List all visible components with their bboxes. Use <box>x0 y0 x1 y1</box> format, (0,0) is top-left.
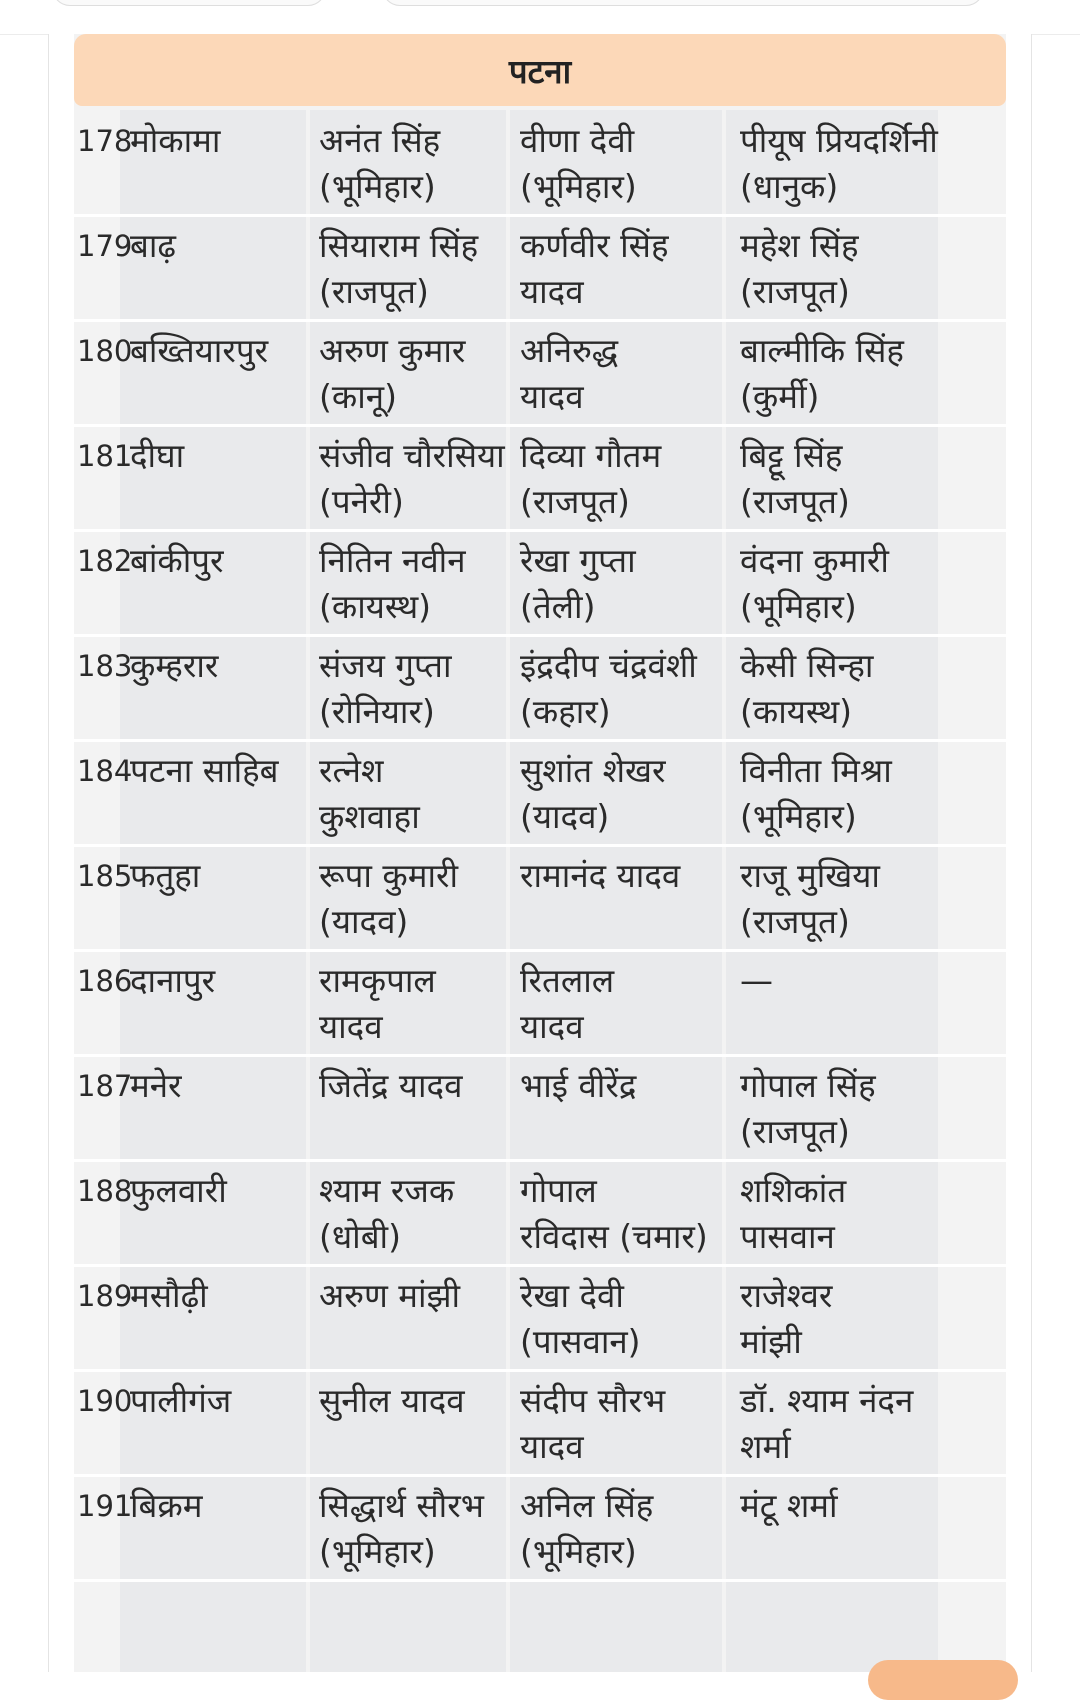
seat-name: बिक्रम <box>130 1486 203 1525</box>
seat-name: पालीगंज <box>130 1381 232 1420</box>
candidate-name: महेश सिंह <box>740 226 859 265</box>
candidate-2-cell <box>520 853 680 899</box>
candidate-2-cell <box>520 538 636 630</box>
seat-number: 183 <box>77 649 133 683</box>
candidate-name: सुशांत शेखर <box>520 751 666 790</box>
candidate-name: गोपाल सिंह <box>740 1066 876 1105</box>
candidate-3-cell <box>740 1168 846 1260</box>
seat-name: दानापुर <box>130 961 216 1000</box>
seat-number: 184 <box>77 754 133 788</box>
candidate-1-cell <box>319 1483 484 1575</box>
candidate-3-cell <box>740 748 892 840</box>
candidate-caste: यादव <box>319 1007 383 1046</box>
candidate-1-cell <box>319 433 505 525</box>
candidate-caste: पासवान <box>740 1217 835 1256</box>
seat-number: 185 <box>77 859 133 893</box>
candidate-name: सिद्धार्थ सौरभ <box>319 1486 484 1525</box>
candidate-3-cell <box>740 853 880 945</box>
candidate-caste: (भूमिहार) <box>319 167 436 206</box>
candidate-caste: (यादव) <box>319 902 409 941</box>
candidate-caste: (राजपूत) <box>319 272 429 311</box>
seat-number: 182 <box>77 544 133 578</box>
candidate-name: जितेंद्र यादव <box>319 1066 463 1105</box>
table-row <box>74 1372 1006 1477</box>
candidate-1-cell <box>319 1063 462 1109</box>
candidate-2-cell <box>520 1273 641 1365</box>
constituency-table <box>74 34 1006 1672</box>
candidate-1-cell <box>319 538 466 630</box>
candidate-caste: (कहार) <box>520 692 611 731</box>
candidate-3-cell <box>740 1273 832 1365</box>
candidate-1-cell <box>319 958 436 1050</box>
candidate-name: डॉ. श्याम नंदन <box>740 1381 914 1420</box>
candidate-1-cell <box>319 1273 460 1319</box>
candidate-name: अनिल सिंह <box>520 1486 654 1525</box>
candidate-name: रितलाल <box>520 961 615 1000</box>
candidate-name: पीयूष प्रियदर्शिनी <box>740 121 938 160</box>
candidate-2-cell <box>520 433 661 525</box>
candidate-name: शशिकांत <box>740 1171 847 1210</box>
table-row <box>74 112 1006 217</box>
candidate-caste: (पासवान) <box>520 1322 641 1361</box>
candidate-2-cell <box>520 1483 653 1575</box>
candidate-name: राजू मुखिया <box>740 856 880 895</box>
candidate-1-cell <box>319 328 465 420</box>
candidate-name: रामानंद यादव <box>520 856 681 895</box>
candidate-caste: (राजपूत) <box>740 482 850 521</box>
candidate-name: भाई वीरेंद्र <box>520 1066 637 1105</box>
candidate-caste: (भूमिहार) <box>740 587 857 626</box>
candidate-2-cell <box>520 1168 708 1260</box>
candidate-2-cell <box>520 748 666 840</box>
seat-number: 181 <box>77 439 133 473</box>
seat-name: पटना साहिब <box>130 751 279 790</box>
candidate-name: राजेश्वर <box>740 1276 833 1315</box>
candidate-2-cell <box>520 118 637 210</box>
seat-number: 180 <box>77 334 133 368</box>
candidate-1-cell <box>319 118 440 210</box>
seat-name: बख्तियारपुर <box>130 331 269 370</box>
seat-number: 186 <box>77 964 133 998</box>
floating-button[interactable] <box>868 1660 1018 1700</box>
table-row <box>74 1477 1006 1582</box>
candidate-3-cell <box>740 1063 876 1155</box>
candidate-name: संदीप सौरभ <box>520 1381 666 1420</box>
candidate-3-cell <box>740 118 938 210</box>
candidate-caste: (भूमिहार) <box>520 167 637 206</box>
candidate-name: रामकृपाल <box>319 961 436 1000</box>
table-row <box>74 952 1006 1057</box>
seat-name: फुलवारी <box>130 1171 227 1210</box>
candidate-caste: (तेली) <box>520 587 596 626</box>
seat-name: मोकामा <box>130 121 221 160</box>
candidate-caste: (भूमिहार) <box>740 797 857 836</box>
candidate-caste: (धोबी) <box>319 1217 401 1256</box>
table-row <box>74 1267 1006 1372</box>
candidate-caste: (राजपूत) <box>740 902 850 941</box>
seat-name: बाढ़ <box>130 226 176 265</box>
table-row <box>74 637 1006 742</box>
row-divider <box>74 1579 1006 1582</box>
candidate-2-cell <box>520 643 697 735</box>
candidate-name: अरुण कुमार <box>319 331 466 370</box>
candidate-name: दिव्या गौतम <box>520 436 662 475</box>
candidate-1-cell <box>319 1168 454 1260</box>
candidate-1-cell <box>319 1378 465 1424</box>
candidate-3-cell <box>740 1483 838 1529</box>
candidate-3-cell <box>740 958 773 1004</box>
candidate-name: संजीव चौरसिया <box>319 436 505 475</box>
candidate-caste: (कायस्थ) <box>319 587 432 626</box>
candidate-caste: मांझी <box>740 1322 802 1361</box>
seat-number: 187 <box>77 1069 133 1103</box>
candidate-3-cell <box>740 328 904 420</box>
candidate-name: वीणा देवी <box>520 121 635 160</box>
candidate-caste: (कायस्थ) <box>740 692 853 731</box>
candidate-caste: (कानू) <box>319 377 397 416</box>
candidate-2-cell <box>520 958 614 1050</box>
seat-name: फतुहा <box>130 856 201 895</box>
seat-name: दीघा <box>130 436 185 475</box>
candidate-caste: (कुर्मी) <box>740 377 820 416</box>
candidate-caste: (राजपूत) <box>740 272 850 311</box>
candidate-caste: (भूमिहार) <box>520 1532 637 1571</box>
candidate-name: नितिन नवीन <box>319 541 466 580</box>
seat-number: 190 <box>77 1384 133 1418</box>
candidate-name: सियाराम सिंह <box>319 226 479 265</box>
table-row <box>74 1162 1006 1267</box>
top-tab-right[interactable] <box>382 0 984 6</box>
table-row <box>74 427 1006 532</box>
table-row <box>74 322 1006 427</box>
candidate-caste: यादव <box>520 1007 584 1046</box>
seat-number: 189 <box>77 1279 133 1313</box>
candidate-2-cell <box>520 223 668 315</box>
candidate-name: सुनील यादव <box>319 1381 465 1420</box>
candidate-name: इंद्रदीप चंद्रवंशी <box>520 646 697 685</box>
candidate-name: केसी सिन्हा <box>740 646 874 685</box>
table-row <box>74 1057 1006 1162</box>
candidate-name: अनिरुद्ध <box>520 331 619 370</box>
candidate-1-cell <box>319 748 420 840</box>
candidate-caste: (भूमिहार) <box>319 1532 436 1571</box>
candidate-name: बिट्टू सिंह <box>740 436 843 475</box>
candidate-name: श्याम रजक <box>319 1171 455 1210</box>
candidate-name: संजय गुप्ता <box>319 646 452 685</box>
candidate-3-cell <box>740 223 859 315</box>
seat-number: 179 <box>77 229 133 263</box>
candidate-name: रेखा देवी <box>520 1276 624 1315</box>
candidate-name: वंदना कुमारी <box>740 541 889 580</box>
top-tab-left[interactable] <box>52 0 326 6</box>
table-title: पटना <box>74 34 1006 106</box>
candidate-name: रूपा कुमारी <box>319 856 459 895</box>
candidate-caste: (धानुक) <box>740 167 839 206</box>
candidate-name: — <box>740 961 773 1000</box>
table-row <box>74 847 1006 952</box>
candidate-3-cell <box>740 538 889 630</box>
candidate-2-cell <box>520 1063 636 1109</box>
candidate-name: विनीता मिश्रा <box>740 751 892 790</box>
candidate-caste: यादव <box>520 377 584 416</box>
candidate-3-cell <box>740 433 850 525</box>
candidate-name: अरुण मांझी <box>319 1276 461 1315</box>
candidate-2-cell <box>520 1378 665 1470</box>
candidate-caste: यादव <box>520 272 584 311</box>
candidate-caste: (राजपूत) <box>740 1112 850 1151</box>
candidate-1-cell <box>319 643 452 735</box>
candidate-name: अनंत सिंह <box>319 121 441 160</box>
table-row <box>74 532 1006 637</box>
candidate-caste: (राजपूत) <box>520 482 630 521</box>
seat-number: 191 <box>77 1489 133 1523</box>
candidate-name: रेखा गुप्ता <box>520 541 636 580</box>
table-row <box>74 217 1006 322</box>
candidate-1-cell <box>319 853 458 945</box>
candidate-caste: रविदास (चमार) <box>520 1217 708 1256</box>
candidate-caste: यादव <box>520 1427 584 1466</box>
top-bar <box>0 0 1080 35</box>
candidate-3-cell <box>740 1378 913 1470</box>
candidate-name: कर्णवीर सिंह <box>520 226 669 265</box>
seat-name: मनेर <box>130 1066 182 1105</box>
candidate-name: गोपाल <box>520 1171 597 1210</box>
seat-name: कुम्हरार <box>130 646 219 685</box>
candidate-caste: (रोनियार) <box>319 692 435 731</box>
candidate-name: बाल्मीकि सिंह <box>740 331 904 370</box>
candidate-caste: कुशवाहा <box>319 797 420 836</box>
seat-number: 188 <box>77 1174 133 1208</box>
candidate-name: मंटू शर्मा <box>740 1486 838 1525</box>
candidate-caste: (यादव) <box>520 797 610 836</box>
candidate-caste: शर्मा <box>740 1427 791 1466</box>
candidate-3-cell <box>740 643 873 735</box>
candidate-1-cell <box>319 223 478 315</box>
seat-name: मसौढ़ी <box>130 1276 208 1315</box>
candidate-2-cell <box>520 328 618 420</box>
candidate-name: रत्नेश <box>319 751 384 790</box>
table-row <box>74 742 1006 847</box>
seat-name: बांकीपुर <box>130 541 224 580</box>
seat-number: 178 <box>77 124 133 158</box>
candidate-caste: (पनेरी) <box>319 482 404 521</box>
